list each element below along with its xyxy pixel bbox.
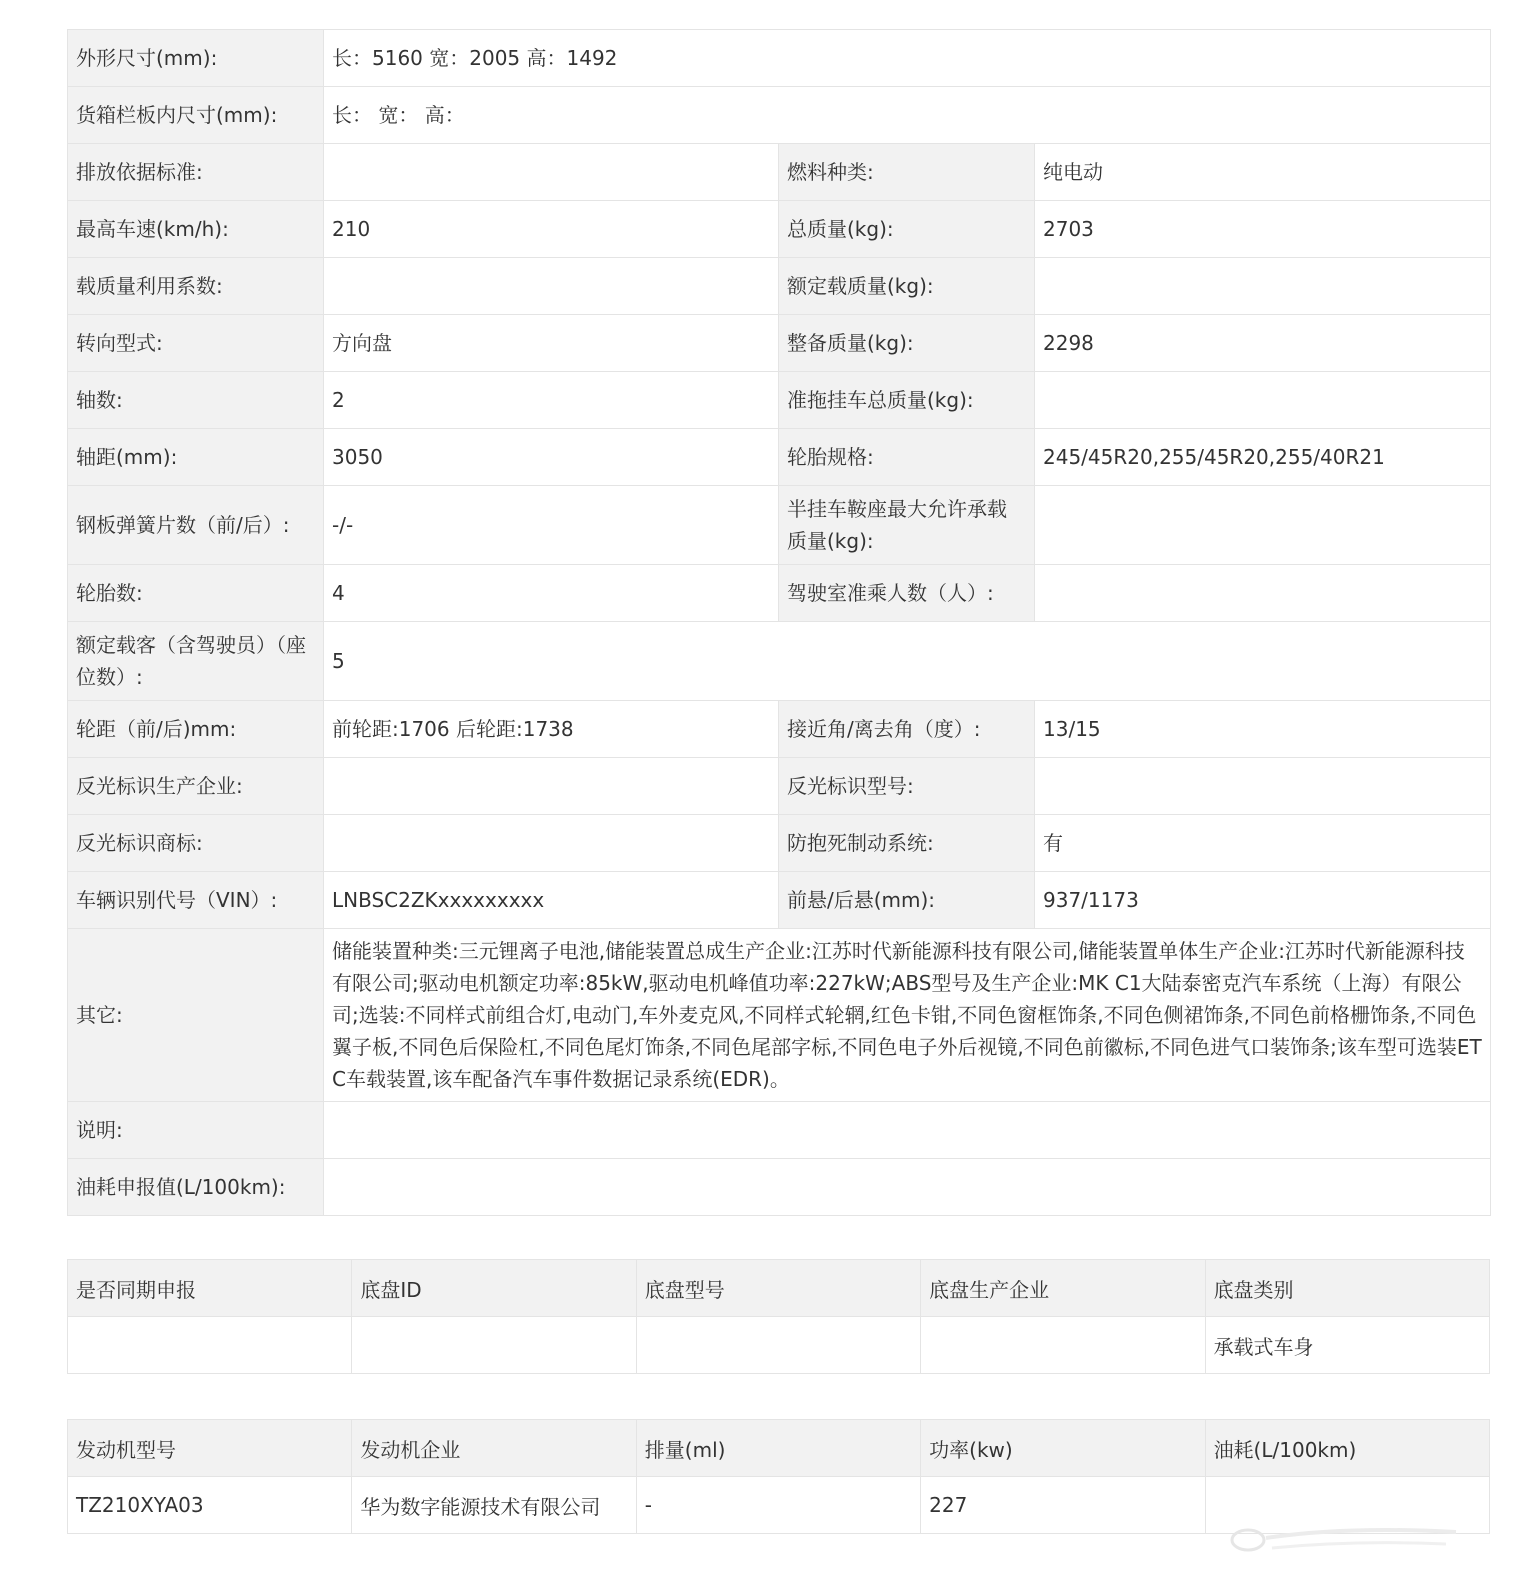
spec-value: LNBSC2ZKxxxxxxxxx — [324, 872, 779, 929]
spec-label: 最高车速(km/h): — [68, 201, 324, 258]
spec-row — [68, 315, 1491, 372]
spec-label: 额定载客（含驾驶员）（座位数）: — [68, 622, 324, 701]
engine-header-cell: 功率(kw) — [921, 1420, 1205, 1477]
engine-header-cell: 发动机型号 — [68, 1420, 352, 1477]
spec-value: 4 — [324, 565, 779, 622]
spec-value: 2298 — [1035, 315, 1491, 372]
spec-value: 13/15 — [1035, 701, 1491, 758]
spec-value: 210 — [324, 201, 779, 258]
spec-label: 驾驶室准乘人数（人）: — [779, 565, 1035, 622]
spec-label: 轮胎数: — [68, 565, 324, 622]
spec-label: 整备质量(kg): — [779, 315, 1035, 372]
spec-label: 轴距(mm): — [68, 429, 324, 486]
chassis-header-row — [68, 1260, 1490, 1317]
spec-row — [68, 565, 1491, 622]
engine-cell: 227 — [921, 1477, 1205, 1534]
spec-value: 长： 宽： 高： — [324, 87, 1491, 144]
spec-value: 前轮距:1706 后轮距:1738 — [324, 701, 779, 758]
spec-value: 2 — [324, 372, 779, 429]
spec-row — [68, 622, 1491, 701]
spec-label: 燃料种类: — [779, 144, 1035, 201]
spec-label: 钢板弹簧片数（前/后）: — [68, 486, 324, 565]
chassis-cell — [636, 1317, 920, 1374]
spec-row — [68, 429, 1491, 486]
spec-row — [68, 486, 1491, 565]
spec-value: 937/1173 — [1035, 872, 1491, 929]
spec-value — [324, 815, 779, 872]
spec-row — [68, 258, 1491, 315]
spec-label: 前悬/后悬(mm): — [779, 872, 1035, 929]
spec-value — [1035, 486, 1491, 565]
spec-label: 排放依据标准: — [68, 144, 324, 201]
spec-value: 长：5160 宽：2005 高：1492 — [324, 30, 1491, 87]
spec-value: 方向盘 — [324, 315, 779, 372]
engine-header-cell: 油耗(L/100km) — [1205, 1420, 1489, 1477]
spec-label: 接近角/离去角（度）: — [779, 701, 1035, 758]
watermark-logo — [1226, 1518, 1466, 1558]
spec-row — [68, 201, 1491, 258]
spec-value: 245/45R20,255/45R20,255/40R21 — [1035, 429, 1491, 486]
spec-label: 其它: — [68, 929, 324, 1102]
chassis-header-cell: 底盘ID — [352, 1260, 636, 1317]
engine-cell: - — [636, 1477, 920, 1534]
spec-label: 反光标识型号: — [779, 758, 1035, 815]
spec-value — [1035, 258, 1491, 315]
spec-label: 轮胎规格: — [779, 429, 1035, 486]
spec-value: 纯电动 — [1035, 144, 1491, 201]
spec-table — [67, 29, 1491, 1216]
spec-value: 2703 — [1035, 201, 1491, 258]
spec-value: -/- — [324, 486, 779, 565]
spec-label: 外形尺寸(mm): — [68, 30, 324, 87]
spec-label: 载质量利用系数: — [68, 258, 324, 315]
engine-header-cell: 排量(ml) — [636, 1420, 920, 1477]
spec-label: 额定载质量(kg): — [779, 258, 1035, 315]
spec-value — [324, 1159, 1491, 1216]
spec-label: 轮距（前/后)mm: — [68, 701, 324, 758]
chassis-data-row — [68, 1317, 1490, 1374]
chassis-cell — [68, 1317, 352, 1374]
spec-value: 有 — [1035, 815, 1491, 872]
spec-label: 准拖挂车总质量(kg): — [779, 372, 1035, 429]
spec-value — [1035, 565, 1491, 622]
spec-value — [1035, 758, 1491, 815]
spec-label: 货箱栏板内尺寸(mm): — [68, 87, 324, 144]
spec-row — [68, 815, 1491, 872]
engine-table — [67, 1419, 1490, 1534]
engine-header-row — [68, 1420, 1490, 1477]
chassis-header-cell: 是否同期申报 — [68, 1260, 352, 1317]
spec-row — [68, 758, 1491, 815]
spec-value: 储能装置种类:三元锂离子电池,储能装置总成生产企业:江苏时代新能源科技有限公司,储能装置单体生产企业:江苏时代新能源科技有限公司;驱动电机额定功率:85kW,驱动电机峰值功率:227kW;ABS型号及生产企业:MK C1大陆泰密克汽车系统（上海）有限公司;选装:不同样式前组合灯,电动门,车外麦克风,不同样式轮辋,红色卡钳,不同色窗框饰条,不同色侧裙饰条,不同色前格栅饰条,不同色翼子板,不同色后保险杠,不同色尾灯饰条,不同色尾部字标,不同色电子外后视镜,不同色前徽标,不同色进气口装饰条;该车型可选装ETC车载装置,该车配备汽车事件数据记录系统(EDR)。 — [324, 929, 1491, 1102]
spec-row — [68, 1159, 1491, 1216]
spec-label: 轴数: — [68, 372, 324, 429]
spec-label: 反光标识生产企业: — [68, 758, 324, 815]
chassis-header-cell: 底盘类别 — [1205, 1260, 1489, 1317]
spec-label: 总质量(kg): — [779, 201, 1035, 258]
chassis-cell — [352, 1317, 636, 1374]
engine-cell: 华为数字能源技术有限公司 — [352, 1477, 636, 1534]
spec-label: 说明: — [68, 1102, 324, 1159]
spec-row — [68, 929, 1491, 1102]
spec-row — [68, 144, 1491, 201]
spec-label: 车辆识别代号（VIN）: — [68, 872, 324, 929]
chassis-header-cell: 底盘生产企业 — [921, 1260, 1205, 1317]
spec-row — [68, 1102, 1491, 1159]
chassis-cell: 承载式车身 — [1205, 1317, 1489, 1374]
spec-value — [324, 1102, 1491, 1159]
spec-label: 油耗申报值(L/100km): — [68, 1159, 324, 1216]
chassis-cell — [921, 1317, 1205, 1374]
spec-row — [68, 701, 1491, 758]
spec-value — [1035, 372, 1491, 429]
chassis-header-cell: 底盘型号 — [636, 1260, 920, 1317]
engine-header-cell: 发动机企业 — [352, 1420, 636, 1477]
spec-value: 5 — [324, 622, 1491, 701]
spec-value — [324, 758, 779, 815]
spec-label: 防抱死制动系统: — [779, 815, 1035, 872]
spec-label: 半挂车鞍座最大允许承载质量(kg): — [779, 486, 1035, 565]
engine-cell: TZ210XYA03 — [68, 1477, 352, 1534]
spec-value: 3050 — [324, 429, 779, 486]
spec-value — [324, 258, 779, 315]
spec-row — [68, 30, 1491, 87]
spec-row — [68, 872, 1491, 929]
spec-row — [68, 372, 1491, 429]
spec-row — [68, 87, 1491, 144]
spec-label: 转向型式: — [68, 315, 324, 372]
spec-label: 反光标识商标: — [68, 815, 324, 872]
chassis-table — [67, 1259, 1490, 1374]
spec-value — [324, 144, 779, 201]
